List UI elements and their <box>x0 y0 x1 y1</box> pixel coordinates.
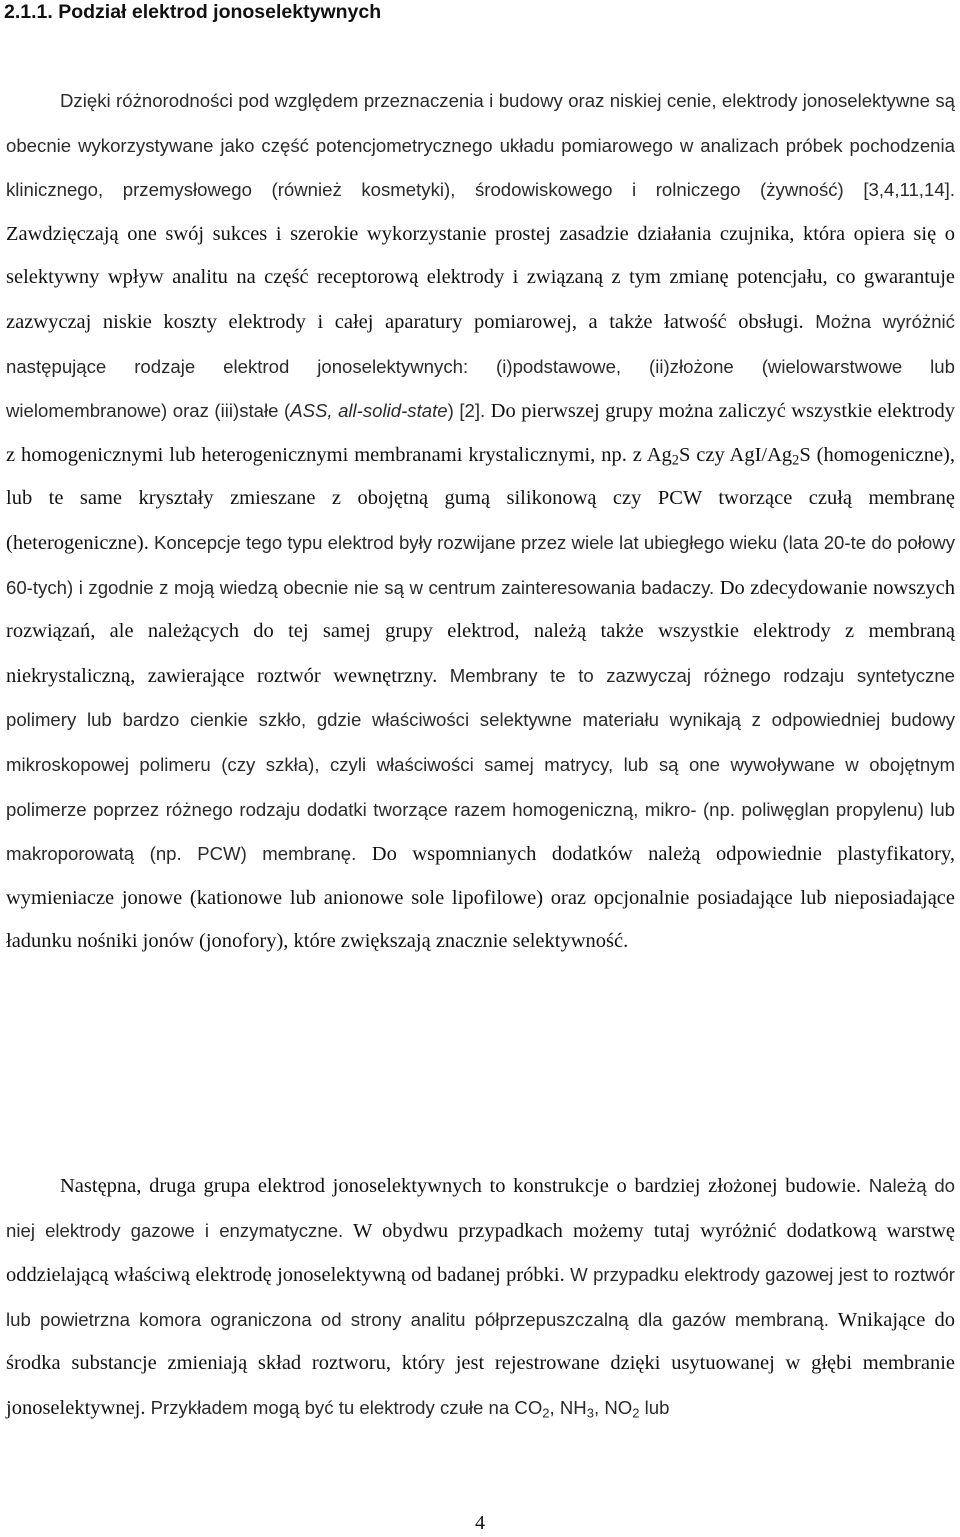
paragraph-electrode-types <box>6 79 955 964</box>
sentence: Należą do niej elektrody gazowe i enzymatyczne. <box>6 1175 955 1241</box>
sentence: Koncepcje tego typu elektrod były rozwijane przez wiele lat ubiegłego wieku (lata 20-te do połowy 60-tych) i zgodnie z moją wiedzą obecnie nie są w centrum zainteresowania badaczy. <box>6 531 955 598</box>
sentence: Następna, druga grupa elektrod jonoselektywnych to konstrukcje o bardziej złożonej budowie. <box>60 1175 861 1197</box>
subscript: 2 <box>632 1405 640 1421</box>
sentence <box>6 400 955 554</box>
sentence-text: ) [2]. <box>447 400 486 422</box>
sentence-text: Do pierwszej grupy można zaliczyć wszystkie elektrody z homogenicznymi lub heterogenicznymi membranami krystalicznymi, np. z Ag <box>6 400 956 466</box>
subscript: 2 <box>542 1405 550 1421</box>
sentence: Membrany te to zazwyczaj różnego rodzaju syntetyczne polimery lub bardzo cienkie szkło, gdzie właściwości selektywne materiału wynikają z odpowiedniej budowy mikroskopowej polimeru (czy szkła), czyli właściwości samej matrycy, lub są one wywoływane w obojętnym polimerze poprzez różnego rodzaju dodatki tworzące razem homogeniczną, mikro- (np. poliwęglan propylenu) lub makroporowatą (np. PCW) membranę. <box>6 664 956 865</box>
sentence <box>150 1396 670 1421</box>
sentence: W obydwu przypadkach możemy tutaj wyróżnić dodatkową warstwę oddzielającą właściwą elektrodę jonoselektywną od badanej próbki. <box>6 1219 955 1287</box>
section-heading: 2.1.1. Podział elektrod jonoselektywnych <box>4 1 382 23</box>
sentence-text: S czy AgI/Ag <box>678 443 793 466</box>
paragraph-complex-electrodes <box>6 1164 955 1431</box>
sentence: Zawdzięczają one swój sukces i szerokie wykorzystanie prostej zasadzie działania czujnika, która opiera się o selektywny wpływ analitu na część receptorową elektrody i związaną z tym zmianę potencjału, co gwarantuje zazwyczaj niskie koszty elektrody i całej aparatury pomiarowej, a także łatwość obsługi. <box>6 222 955 333</box>
sentence: Do wspomnianych dodatków należą odpowiednie plastyfikatory, wymieniacze jonowe (kationowe lub anionowe sole lipofilowe) oraz opcjonalnie posiadające lub nieposiadające ładunku nośniki jonów (jonofory), które zwiększają znacznie selektywność. <box>6 843 955 953</box>
sentence-text: S (homogeniczne), lub te same kryształy zmieszane z obojętną gumą silikonową czy PCW tworzące czułą membranę (heterogeniczne). <box>6 443 956 554</box>
sentence-text: lub <box>639 1396 670 1418</box>
sentence-text: , NH <box>549 1396 587 1418</box>
sentence-text: Przykładem mogą być tu elektrody czułe na CO <box>150 1396 543 1418</box>
subscript: 3 <box>586 1405 594 1421</box>
page-number: 4 <box>475 1512 485 1534</box>
sentence: Do zdecydowanie nowszych rozwiązań, ale należących do tej samej grupy elektrod, należą także wszystkie elektrody z membraną niekrystaliczną, zawierające roztwór wewnętrzny. <box>6 576 955 687</box>
subscript: 2 <box>671 452 679 469</box>
italic-term: ASS, all-solid-state <box>290 400 448 422</box>
sentence-text: , NO <box>593 1396 633 1418</box>
sentence-text: Można wyróżnić następujące rodzaje elektrod jonoselektywnych: (i)podstawowe, (ii)złożone (wielowarstwowe lub wielomembranowe) oraz (iii)stałe ( <box>6 310 955 422</box>
subscript: 2 <box>792 452 800 469</box>
sentence: Dzięki różnorodności pod względem przeznaczenia i budowy oraz niskiej cenie, elektrody jonoselektywne są obecnie wykorzystywane jako część potencjometrycznego układu pomiarowego w analizach próbek pochodzenia klinicznego, przemysłowego (również kosmetyki), środowiskowego i rolniczego (żywność) [3,4,11,14]. <box>6 90 955 201</box>
sentence: W przypadku elektrody gazowej jest to roztwór lub powietrzna komora ograniczona od strony analitu półprzepuszczalną dla gazów membraną. <box>6 1264 955 1330</box>
sentence: Wnikające do środka substancje zmieniają skład roztworu, który jest rejestrowane dzięki usytuowanej w głębi membranie jonoselektywnej. <box>6 1308 955 1419</box>
